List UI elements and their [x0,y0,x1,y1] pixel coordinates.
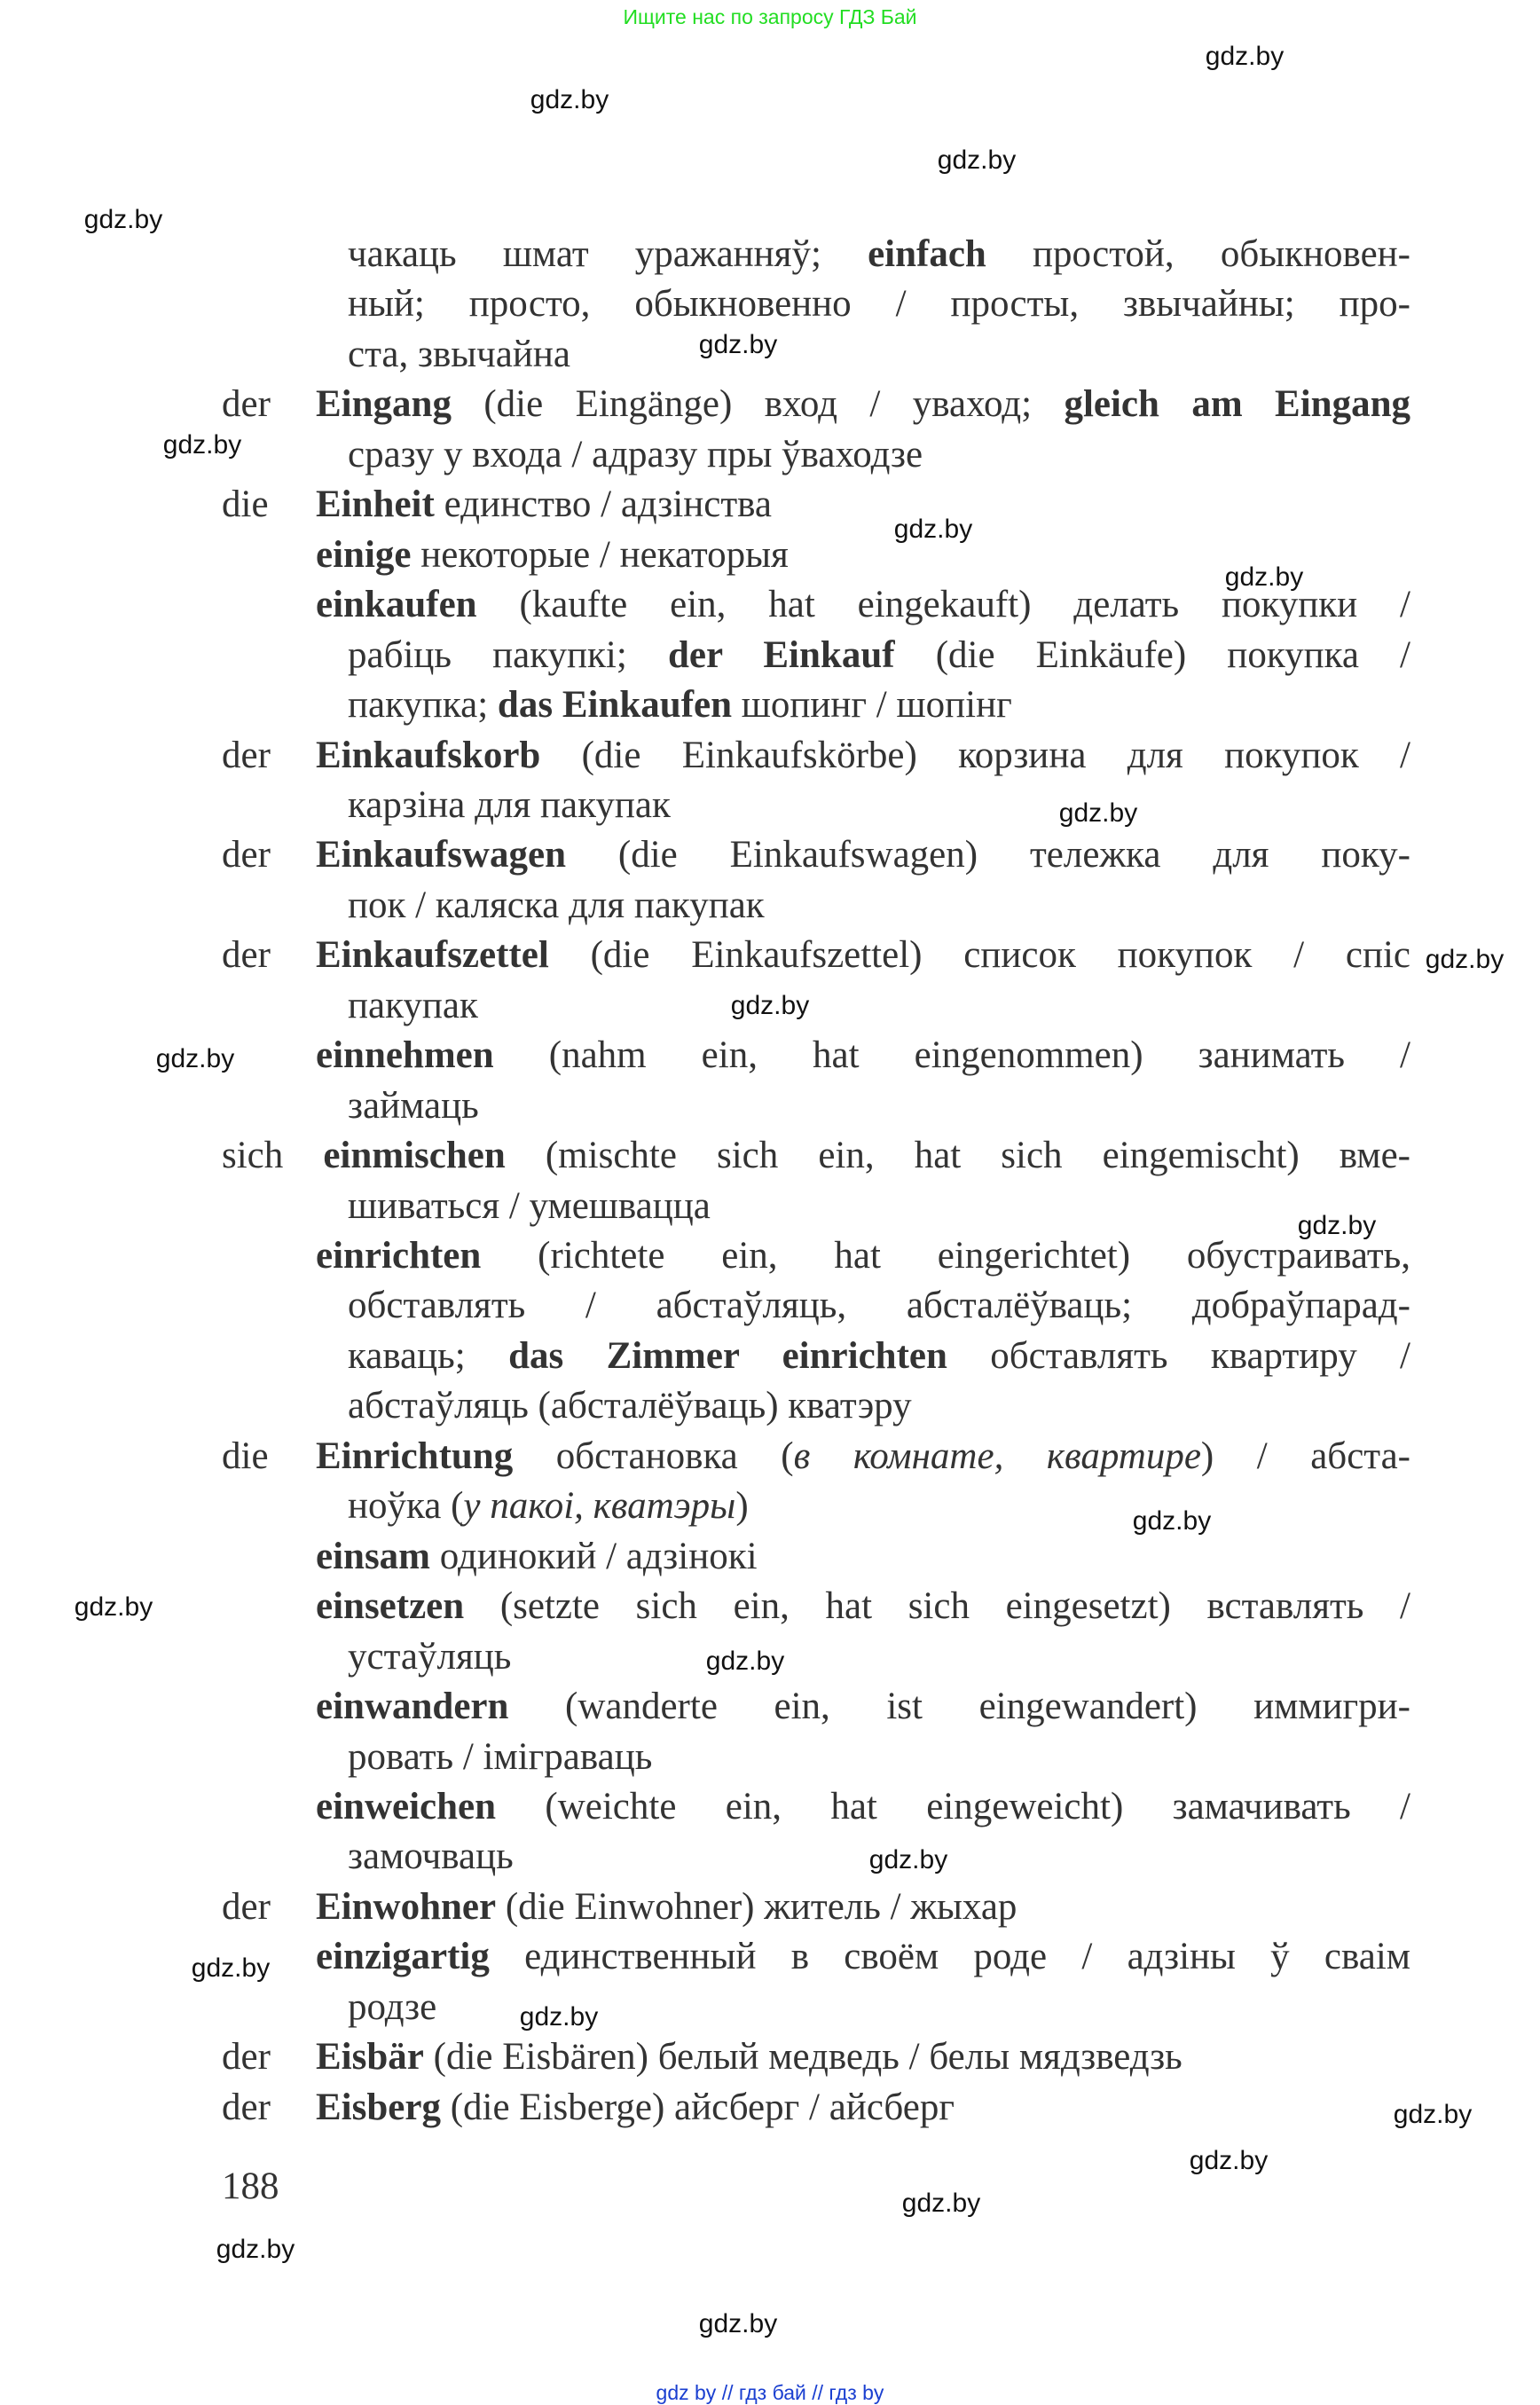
translation: (die Einkaufszettel) список покупок / спіс [548,934,1410,977]
entry-line [348,1735,652,1785]
article: der [222,2036,271,2079]
watermark: gdz.by [698,2309,778,2338]
headword: Einheit [316,483,435,526]
entry-line [348,232,1410,282]
article: der [222,383,271,426]
entry-line [348,1384,912,1434]
entry-line [348,984,478,1034]
headword: Eisbär [316,2036,424,2079]
translation: (die Eisberge) айсберг / айсберг [440,2086,955,2128]
translation: обставлять / абстаўляць, абсталёўваць; добраўпарад- [348,1285,1410,1327]
entry-line [348,282,1410,332]
headword: Einrichtung [316,1434,514,1477]
article: der [222,2086,271,2128]
entry-line [348,1184,711,1234]
headword: einrichten [316,1235,482,1277]
translation: простой, обыкновен- [986,233,1410,275]
entry-line [316,533,789,583]
translation: у пакоі, кватэры [463,1485,736,1528]
translation: каваць; [348,1334,509,1377]
entry-line [316,2035,1182,2085]
translation: (die Einkaufswagen) тележка для поку- [565,834,1410,876]
entry-line [348,333,570,382]
entry-line [316,734,1410,783]
translation: ста, звычайна [348,333,570,375]
translation: (die Einkaufskörbe) корзина для покупок / [540,734,1410,776]
watermark: gdz.by [74,1592,153,1622]
watermark: gdz.by [893,515,973,544]
entry-line [316,1785,1410,1835]
translation: шиваться / умешвацца [348,1184,711,1227]
translation: обстановка ( [513,1434,794,1477]
translation: пакупак [348,984,478,1026]
translation: родзе [348,1985,437,2028]
headword: einwandern [316,1686,509,1728]
headword: einsetzen [316,1585,465,1628]
translation: единственный в своём роде / адзіны ў сваім [489,1936,1410,1978]
watermark: gdz.by [868,1845,948,1874]
entry-line [316,483,772,532]
watermark: gdz.by [530,85,609,114]
entry-line [348,783,671,833]
entry-line [348,1334,1410,1384]
headword: einnehmen [316,1034,494,1077]
watermark: gdz.by [705,1647,785,1676]
translation: обставлять квартиру / [947,1334,1410,1377]
entry-line [348,433,923,483]
translation: замочваць [348,1835,514,1878]
watermark: gdz.by [1393,2100,1473,2129]
article: die [222,1434,269,1477]
translation: чакаць шмат уражанняў; [348,233,868,275]
watermark: gdz.by [901,2189,981,2218]
article: der [222,834,271,876]
headword: Einkaufskorb [316,734,541,776]
translation: (die Eisbären) белый медведь / белы мядзведзь [423,2036,1182,2079]
entry-line [316,1434,1410,1484]
headword: Eingang [316,383,452,426]
entry-line [348,683,1012,733]
watermark: gdz.by [1189,2146,1269,2175]
watermark: gdz.by [1132,1506,1212,1536]
entry-line [316,933,1410,983]
translation: (die Einkäufe) покупка / [894,633,1410,676]
headword: einweichen [316,1785,497,1827]
headword: Einwohner [316,1885,497,1928]
entry-line [348,1635,511,1685]
top-banner-link[interactable]: Ищите нас по запросу ГДЗ Бай [623,5,917,28]
entry-line [316,1034,1410,1083]
watermark: gdz.by [1297,1211,1377,1240]
watermark: gdz.by [698,330,778,359]
translation: ноўка ( [348,1485,464,1528]
entry-line [316,1535,758,1584]
headword: der Einkauf [667,633,895,676]
translation: единство / адзінства [434,483,772,526]
headword: einsam [316,1535,430,1577]
watermark: gdz.by [519,2002,599,2032]
entry-line [316,833,1410,883]
entry-line [348,1835,514,1884]
translation: пок / каляска для пакупак [348,884,765,926]
translation: ) [735,1485,749,1528]
entry-line [316,1885,1017,1935]
translation: одинокий / адзінокі [430,1535,758,1577]
translation: (die Einwohner) житель / жыхар [496,1885,1018,1928]
watermark: gdz.by [162,430,242,460]
headword: einkaufen [316,584,477,626]
entry-line [348,1084,479,1134]
translation: некоторые / некаторыя [411,533,789,576]
headword: Eisberg [316,2086,441,2128]
entry-line [316,1584,1410,1634]
translation: шопинг / шопінг [732,684,1012,727]
entry-line [316,1935,1410,1985]
watermark: gdz.by [191,1953,271,1983]
headword: gleich am Eingang [1064,383,1410,426]
watermark: gdz.by [83,205,163,234]
footer-links[interactable]: gdz by // гдз бай // гдз by [656,2381,884,2404]
entry-line [348,633,1410,683]
translation: карзіна для пакупак [348,783,671,826]
headword: das Zimmer einrichten [508,1334,947,1377]
watermark: gdz.by [155,1044,235,1073]
translation: сразу у входа / адразу пры ўваходзе [348,433,923,475]
translation: займаць [348,1084,479,1127]
watermark: gdz.by [1205,42,1285,71]
entry-line [316,583,1410,633]
entry-line [348,1985,436,2035]
watermark: gdz.by [937,145,1017,175]
translation: пакупка; [348,684,498,727]
article: der [222,734,271,776]
watermark: gdz.by [1224,562,1304,592]
entry-line [316,382,1410,432]
headword: das Einkaufen [497,684,733,727]
entry-line [348,1484,749,1534]
translation: рабіць пакупкі; [348,633,668,676]
headword: Einkaufszettel [316,934,549,977]
translation: устаўляць [348,1635,512,1678]
headword: einige [316,533,412,576]
entry-line [222,1134,1410,1183]
watermark: gdz.by [216,2235,295,2264]
article: der [222,1885,271,1928]
watermark: gdz.by [1425,945,1505,974]
headword: Einkaufswagen [316,834,566,876]
translation: (richtete ein, hat eingerichtet) обустраивать, [481,1235,1410,1277]
watermark: gdz.by [730,991,810,1020]
translation: абстаўляць (абсталёўваць) кватэру [348,1385,912,1427]
translation: в комнате, квартире [793,1434,1201,1477]
entry-line [348,1284,1410,1333]
translation: (nahm ein, hat eingenommen) занимать / [493,1034,1410,1077]
headword: einzigartig [316,1936,490,1978]
entry-line [348,884,765,933]
translation: ) / абста- [1200,1434,1410,1477]
translation: (die Eingänge) вход / уваход; [451,383,1065,426]
article: der [222,934,271,977]
translation: (kaufte ein, hat eingekauft) делать покупки / [476,584,1410,626]
article: die [222,483,269,526]
translation: (weichte ein, hat eingeweicht) замачивать / [496,1785,1410,1827]
headword: einmischen [323,1135,506,1177]
translation: (wanderte ein, ist eingewandert) иммигри- [508,1686,1410,1728]
entry-line [316,1234,1410,1284]
translation: sich [222,1135,324,1177]
headword: einfach [868,233,986,275]
entry-line [316,2086,955,2135]
translation: (setzte sich ein, hat sich eingesetzt) вставлять / [464,1585,1410,1628]
watermark: gdz.by [1058,798,1138,828]
translation: (mischte sich ein, hat sich eingemischt) вме- [505,1135,1410,1177]
translation: ный; просто, обыкновенно / просты, звычайны; про- [348,283,1410,326]
entry-line [316,1685,1410,1734]
page-number: 188 [222,2165,279,2207]
translation: ровать / іміграваць [348,1735,653,1778]
